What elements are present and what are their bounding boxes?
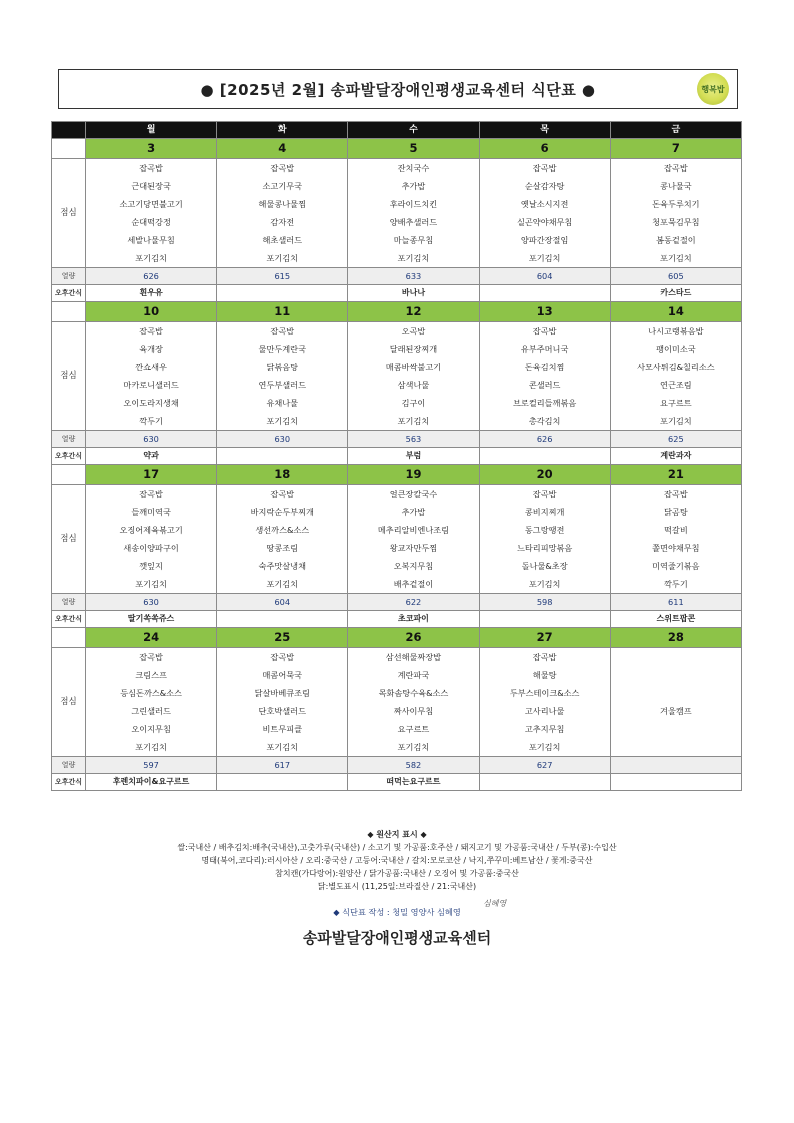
- snack-row: [52, 611, 742, 628]
- dish-item: 포기김치: [479, 249, 610, 268]
- page-title: ● [2025년 2월] 송파발달장애인평생교육센터 식단표 ●: [200, 80, 596, 99]
- date-row-corner: [52, 139, 86, 159]
- dish-item: 등심돈까스&소스: [86, 684, 217, 702]
- snack-item: 바나나: [348, 285, 479, 302]
- dish-item: 새송이양파구이: [86, 539, 217, 557]
- weekday-header: 월: [86, 122, 217, 139]
- dish-item: 콩나물국: [610, 177, 741, 195]
- weekday-header: 금: [610, 122, 741, 139]
- snack-item: [479, 448, 610, 465]
- dish-item: 콩비지찌개: [479, 503, 610, 521]
- dish-item: 포기김치: [86, 249, 217, 268]
- lunch-label: 점심: [52, 159, 86, 268]
- dish-row: [52, 557, 742, 575]
- snack-item: [479, 285, 610, 302]
- kcal-value: 605: [610, 268, 741, 285]
- dish-row: [52, 340, 742, 358]
- snack-row: [52, 448, 742, 465]
- dish-item: 오이지무침: [86, 720, 217, 738]
- dish-item: 콘샐러드: [479, 376, 610, 394]
- kcal-value: 611: [610, 594, 741, 611]
- snack-item: [479, 774, 610, 791]
- dish-item: 달래된장찌개: [348, 340, 479, 358]
- dish-item: 비트무피클: [217, 720, 348, 738]
- dish-item: 포기김치: [217, 575, 348, 594]
- dish-item: 포기김치: [217, 738, 348, 757]
- weekday-header-corner: [52, 122, 86, 139]
- lunch-label: 점심: [52, 485, 86, 594]
- dish-item: 김구이: [348, 394, 479, 412]
- dish-item: 목화솜탕수육&소스: [348, 684, 479, 702]
- kcal-label: 열량: [52, 268, 86, 285]
- weekday-header: 목: [479, 122, 610, 139]
- dish-item: 요구르트: [348, 720, 479, 738]
- snack-row: [52, 285, 742, 302]
- dish-row: [52, 159, 742, 178]
- dish-item: 해물콩나물찜: [217, 195, 348, 213]
- dish-item: 잔치국수: [348, 159, 479, 178]
- date-row-corner: [52, 628, 86, 648]
- dish-item: 떡갈비: [610, 521, 741, 539]
- dish-item: 순대떡강정: [86, 213, 217, 231]
- dish-item: 매콤바싹불고기: [348, 358, 479, 376]
- menu-author: ◆ 식단표 작성 : 청밀 영양사 심혜영: [333, 907, 461, 917]
- snack-label: 오후간식: [52, 611, 86, 628]
- date-row: [52, 139, 742, 159]
- dish-item: 왕교자만두찜: [348, 539, 479, 557]
- kcal-value: 598: [479, 594, 610, 611]
- dish-item: 잡곡밥: [217, 485, 348, 504]
- kcal-value: 604: [217, 594, 348, 611]
- kcal-row: [52, 757, 742, 774]
- snack-item: [610, 774, 741, 791]
- dish-item: 얼큰장칼국수: [348, 485, 479, 504]
- snack-item: [217, 285, 348, 302]
- dish-item: 고추지무침: [479, 720, 610, 738]
- date-cell: 26: [348, 628, 479, 648]
- dish-row: [52, 249, 742, 268]
- dish-item: 요구르트: [610, 394, 741, 412]
- dish-row: [52, 503, 742, 521]
- dish-item: 깐쇼새우: [86, 358, 217, 376]
- date-cell: 13: [479, 302, 610, 322]
- snack-label: 오후간식: [52, 448, 86, 465]
- dish-row: [52, 666, 742, 684]
- dish-row: [52, 720, 742, 738]
- date-row: [52, 628, 742, 648]
- dish-item: [610, 720, 741, 738]
- dish-item: 마카로니샐러드: [86, 376, 217, 394]
- dish-item: 근대된장국: [86, 177, 217, 195]
- dish-item: 포기김치: [348, 249, 479, 268]
- dish-item: 오이도라지생채: [86, 394, 217, 412]
- dish-item: 포기김치: [217, 412, 348, 431]
- dish-item: 동그랑땡전: [479, 521, 610, 539]
- weekday-header: 화: [217, 122, 348, 139]
- dish-item: 잡곡밥: [86, 485, 217, 504]
- dish-row: [52, 213, 742, 231]
- snack-item: [479, 611, 610, 628]
- dish-item: 물만두계란국: [217, 340, 348, 358]
- kcal-value: 626: [479, 431, 610, 448]
- dish-item: 깻잎지: [86, 557, 217, 575]
- dish-item: 깍두기: [610, 575, 741, 594]
- kcal-value: 630: [86, 431, 217, 448]
- logo-text: 행복밥: [701, 84, 725, 94]
- date-cell: 27: [479, 628, 610, 648]
- lunch-label: 점심: [52, 648, 86, 757]
- dish-item: 잡곡밥: [217, 322, 348, 341]
- date-row: [52, 302, 742, 322]
- dish-item: 느타리피망볶음: [479, 539, 610, 557]
- organization-name: 송파발달장애인평생교육센터: [302, 929, 492, 947]
- dish-item: 세발나물무침: [86, 231, 217, 249]
- dish-item: 그린샐러드: [86, 702, 217, 720]
- dish-row: [52, 322, 742, 341]
- date-cell: 14: [610, 302, 741, 322]
- snack-item: 후렌치파이&요구르트: [86, 774, 217, 791]
- dish-item: 돌나물&초장: [479, 557, 610, 575]
- dish-item: 브로컬리들깨볶음: [479, 394, 610, 412]
- dish-row: [52, 394, 742, 412]
- dish-row: [52, 177, 742, 195]
- dish-row: [52, 648, 742, 667]
- signature: 심혜영: [483, 899, 507, 908]
- dish-row: [52, 485, 742, 504]
- kcal-value: 622: [348, 594, 479, 611]
- origin-heading: ◆ 원산지 표시 ◆: [367, 830, 427, 839]
- dish-item: 돈육두루치기: [610, 195, 741, 213]
- dish-item: 쫄면야채무침: [610, 539, 741, 557]
- date-cell: 24: [86, 628, 217, 648]
- dish-item: 오복지무침: [348, 557, 479, 575]
- snack-item: 계란과자: [610, 448, 741, 465]
- dish-item: 잡곡밥: [86, 159, 217, 178]
- kcal-value: 625: [610, 431, 741, 448]
- dish-item: 해초샐러드: [217, 231, 348, 249]
- dish-row: [52, 684, 742, 702]
- snack-item: [217, 774, 348, 791]
- dish-item: 잡곡밥: [610, 485, 741, 504]
- dish-item: 겨울캠프: [610, 702, 741, 720]
- dish-item: 삼색나물: [348, 376, 479, 394]
- weekday-header-row: [52, 122, 742, 139]
- date-cell: 19: [348, 465, 479, 485]
- kcal-value: 615: [217, 268, 348, 285]
- origin-line-2: 명태(북어,코다리):러시아산 / 오리:중국산 / 고등어:국내산 / 갈치:모로코산 / 낙지,쭈꾸미:베트남산 / 꽃게:중국산: [201, 856, 593, 865]
- dish-row: [52, 376, 742, 394]
- dish-item: 미역줄기볶음: [610, 557, 741, 575]
- dish-row: [52, 358, 742, 376]
- kcal-value: 633: [348, 268, 479, 285]
- dish-item: 잡곡밥: [610, 159, 741, 178]
- date-cell: 25: [217, 628, 348, 648]
- dish-item: 배추겉절이: [348, 575, 479, 594]
- snack-item: 약과: [86, 448, 217, 465]
- dish-item: [610, 666, 741, 684]
- dish-item: 고사리나물: [479, 702, 610, 720]
- kcal-row: [52, 268, 742, 285]
- dish-item: 소고기당면불고기: [86, 195, 217, 213]
- dish-item: 포기김치: [610, 412, 741, 431]
- dish-item: 잡곡밥: [479, 648, 610, 667]
- date-row-corner: [52, 302, 86, 322]
- dish-item: [610, 738, 741, 757]
- date-cell: 12: [348, 302, 479, 322]
- dish-item: 삼선해물짜장밥: [348, 648, 479, 667]
- dish-item: 크림스프: [86, 666, 217, 684]
- dish-item: 잡곡밥: [217, 648, 348, 667]
- dish-item: 잡곡밥: [86, 322, 217, 341]
- dish-item: 연근조림: [610, 376, 741, 394]
- dish-item: 유부주머니국: [479, 340, 610, 358]
- title-box: [58, 69, 738, 109]
- dish-item: 추가밥: [348, 177, 479, 195]
- dish-item: 해물탕: [479, 666, 610, 684]
- snack-item: 딸기쏙쏙쥬스: [86, 611, 217, 628]
- dish-row: [52, 195, 742, 213]
- dish-item: 유채나물: [217, 394, 348, 412]
- dish-item: 포기김치: [217, 249, 348, 268]
- dish-item: 소고기무국: [217, 177, 348, 195]
- snack-label: 오후간식: [52, 285, 86, 302]
- date-cell: 5: [348, 139, 479, 159]
- kcal-row: [52, 431, 742, 448]
- lunch-label: 점심: [52, 322, 86, 431]
- dish-item: 짜사이무침: [348, 702, 479, 720]
- dish-item: 땅콩조림: [217, 539, 348, 557]
- snack-row: [52, 774, 742, 791]
- snack-item: [217, 448, 348, 465]
- weekday-header: 수: [348, 122, 479, 139]
- dish-item: [610, 648, 741, 667]
- date-cell: 18: [217, 465, 348, 485]
- dish-item: 오징어제육볶고기: [86, 521, 217, 539]
- dish-item: 마늘종무침: [348, 231, 479, 249]
- dish-item: 생선까스&소스: [217, 521, 348, 539]
- dish-item: 사모사튀김&칠리소스: [610, 358, 741, 376]
- date-cell: 3: [86, 139, 217, 159]
- dish-item: 양파간장절임: [479, 231, 610, 249]
- dish-item: 순살감자탕: [479, 177, 610, 195]
- kcal-value: [610, 757, 741, 774]
- dish-item: 포기김치: [348, 738, 479, 757]
- dish-item: 닭볶음탕: [217, 358, 348, 376]
- dish-item: 옛날소시지전: [479, 195, 610, 213]
- dish-row: [52, 521, 742, 539]
- kcal-value: 563: [348, 431, 479, 448]
- dish-item: 육개장: [86, 340, 217, 358]
- dish-item: 나시고랭볶음밥: [610, 322, 741, 341]
- kcal-value: 617: [217, 757, 348, 774]
- dish-item: 잡곡밥: [479, 485, 610, 504]
- snack-label: 오후간식: [52, 774, 86, 791]
- date-cell: 7: [610, 139, 741, 159]
- origin-line-1: 쌀:국내산 / 배추김치:배추(국내산),고춧가루(국내산) / 소고기 및 가공품:호주산 / 돼지고기 및 가공품:국내산 / 두부(콩):수입산: [177, 843, 617, 852]
- dish-item: 잡곡밥: [86, 648, 217, 667]
- snack-item: 초코파이: [348, 611, 479, 628]
- dish-item: 포기김치: [479, 738, 610, 757]
- snack-item: 떠먹는요구르트: [348, 774, 479, 791]
- dish-item: 메추리알비엔나조림: [348, 521, 479, 539]
- kcal-value: 630: [86, 594, 217, 611]
- dish-item: 봄동겉절이: [610, 231, 741, 249]
- dish-row: [52, 539, 742, 557]
- dish-row: [52, 231, 742, 249]
- meal-table: [51, 121, 742, 791]
- date-row: [52, 465, 742, 485]
- dish-item: 닭곰탕: [610, 503, 741, 521]
- kcal-label: 열량: [52, 594, 86, 611]
- kcal-label: 열량: [52, 431, 86, 448]
- dish-item: 바지락순두부찌개: [217, 503, 348, 521]
- dish-item: 청포묵김무침: [610, 213, 741, 231]
- dish-item: 매콤어묵국: [217, 666, 348, 684]
- snack-item: 흰우유: [86, 285, 217, 302]
- kcal-value: 630: [217, 431, 348, 448]
- dish-item: 오곡밥: [348, 322, 479, 341]
- dish-item: 포기김치: [86, 738, 217, 757]
- date-cell: 28: [610, 628, 741, 648]
- date-cell: 6: [479, 139, 610, 159]
- dish-item: 포기김치: [610, 249, 741, 268]
- dish-item: 실곤약야채무침: [479, 213, 610, 231]
- date-cell: 21: [610, 465, 741, 485]
- dish-row: [52, 412, 742, 431]
- dish-item: 숙주맛살냉채: [217, 557, 348, 575]
- dish-item: 들깨미역국: [86, 503, 217, 521]
- dish-item: 후라이드치킨: [348, 195, 479, 213]
- date-cell: 20: [479, 465, 610, 485]
- kcal-value: 597: [86, 757, 217, 774]
- dish-item: [610, 684, 741, 702]
- origin-line-4: 닭:별도표시 (11,25일:브라질산 / 21:국내산): [317, 882, 477, 891]
- snack-item: 카스타드: [610, 285, 741, 302]
- dish-item: 단호박샐러드: [217, 702, 348, 720]
- snack-item: 부럼: [348, 448, 479, 465]
- dish-item: 감자전: [217, 213, 348, 231]
- dish-item: 포기김치: [479, 575, 610, 594]
- dish-item: 잡곡밥: [479, 322, 610, 341]
- dish-item: 추가밥: [348, 503, 479, 521]
- dish-item: 두부스테이크&소스: [479, 684, 610, 702]
- dish-item: 돈육김치찜: [479, 358, 610, 376]
- date-row-corner: [52, 465, 86, 485]
- dish-item: 총각김치: [479, 412, 610, 431]
- dish-item: 연두부샐러드: [217, 376, 348, 394]
- origin-line-3: 참치캔(가다랑어):원양산 / 닭가공품:국내산 / 오징어 및 가공품:중국산: [275, 869, 519, 878]
- dish-item: 계란파국: [348, 666, 479, 684]
- date-cell: 17: [86, 465, 217, 485]
- center-logo: [697, 73, 729, 105]
- dish-item: 닭살바베큐조림: [217, 684, 348, 702]
- dish-item: 양배추샐러드: [348, 213, 479, 231]
- kcal-value: 582: [348, 757, 479, 774]
- dish-item: 깍두기: [86, 412, 217, 431]
- date-cell: 4: [217, 139, 348, 159]
- dish-item: 포기김치: [348, 412, 479, 431]
- dish-item: 팽이미소국: [610, 340, 741, 358]
- kcal-value: 604: [479, 268, 610, 285]
- kcal-row: [52, 594, 742, 611]
- dish-row: [52, 575, 742, 594]
- snack-item: [217, 611, 348, 628]
- kcal-value: 627: [479, 757, 610, 774]
- dish-row: [52, 702, 742, 720]
- dish-item: 포기김치: [86, 575, 217, 594]
- kcal-label: 열량: [52, 757, 86, 774]
- dish-item: 잡곡밥: [479, 159, 610, 178]
- dish-item: 잡곡밥: [217, 159, 348, 178]
- snack-item: 스위트팝콘: [610, 611, 741, 628]
- kcal-value: 626: [86, 268, 217, 285]
- date-cell: 11: [217, 302, 348, 322]
- dish-row: [52, 738, 742, 757]
- date-cell: 10: [86, 302, 217, 322]
